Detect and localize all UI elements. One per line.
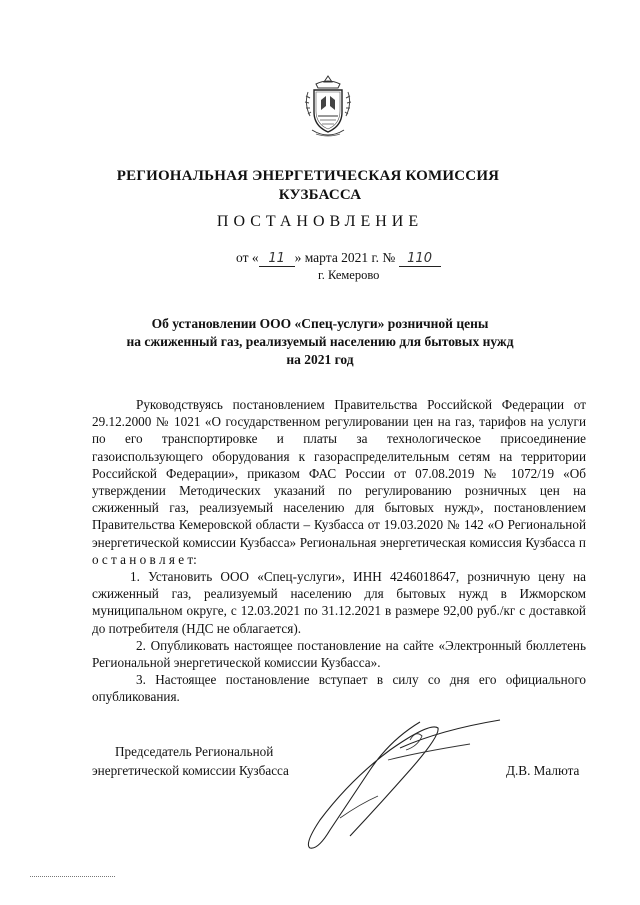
title-line3: на 2021 год: [286, 352, 354, 367]
title-line2: на сжиженный газ, реализуемый населению для бытовых нужд: [126, 334, 514, 349]
handwritten-signature-icon: [270, 700, 510, 865]
handwritten-doc-number: 110: [399, 251, 441, 267]
signatory-position-line2: энергетической комиссии Кузбасса: [92, 763, 289, 778]
signatory-position-line1: Председатель Региональной: [115, 744, 274, 759]
item-1: 1. Установить ООО «Спец-услуги», ИНН 4246018647, розничную цену на сжиженный газ, реализуемый населению для бытовых нужд в Ижморском муниципальном округе, с 12.03.2021 по 31.12.2021 в размере 92,00 руб./кг с доставкой до потребителя (НДС не облагается).: [92, 569, 586, 636]
organization-name-line1: РЕГИОНАЛЬНАЯ ЭНЕРГЕТИЧЕСКАЯ КОМИССИЯ: [116, 168, 500, 184]
date-line: [236, 250, 441, 267]
item-2: 2. Опубликовать настоящее постановление на сайте «Электронный бюллетень Региональной энергетической комиссии Кузбасса».: [92, 637, 586, 671]
handwritten-day: 11: [259, 251, 295, 267]
coat-of-arms-icon: [302, 74, 354, 140]
date-prefix: от «: [236, 250, 259, 265]
item-3: 3. Настоящее постановление вступает в силу со дня его официального опубликования.: [92, 672, 586, 705]
date-middle: » марта 2021 г. №: [294, 250, 396, 265]
city: г. Кемерово: [318, 268, 380, 282]
document-type: ПОСТАНОВЛЕНИЕ: [216, 213, 424, 230]
title-line1: Об установлении ООО «Спец-услуги» розничной цены: [151, 316, 489, 331]
footer-divider: [30, 876, 115, 878]
organization-name-line2: КУЗБАССА: [278, 187, 362, 203]
signatory-name: Д.В. Малюта: [506, 763, 580, 778]
preamble-paragraph: Руководствуясь постановлением Правительства Российской Федерации от 29.12.2000 № 1021 «О государственном регулировании цен на газ, тарифов на услуги по его транспортировке и платы за технологическое присоединение газоиспользующего оборудования к газораспределительным сетям на территории Российской Федерации», приказом ФАС России от 07.08.2019 № 1072/19 «Об утверждении Методических указаний по регулированию розничных цен на сжиженный газ, реализуемый населению для бытовых нужд», постановлением Правительства Кемеровской области – Кузбасса от 19.03.2020 № 142 «О Региональной энергетической комиссии Кузбасса» Региональная энергетическая комиссия Кузбасса п о с т а н о в л я е т:: [92, 397, 586, 567]
document-body: [92, 396, 586, 706]
